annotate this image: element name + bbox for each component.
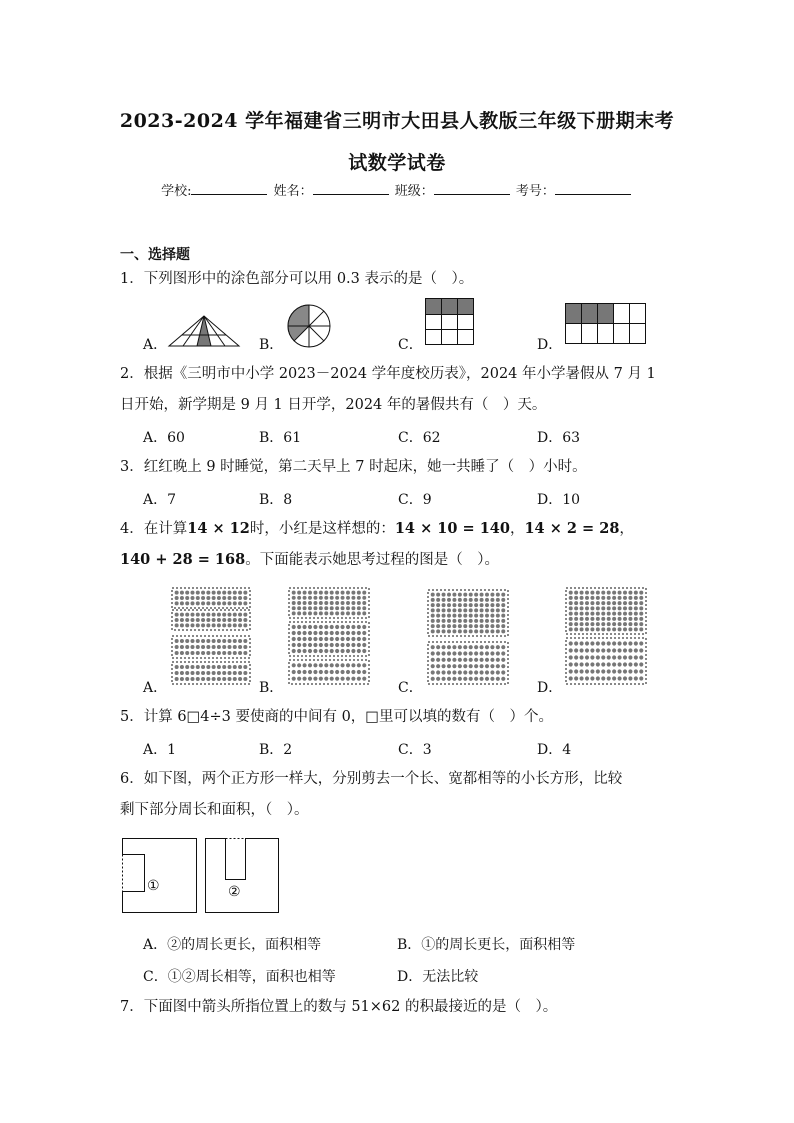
q6-option-c[interactable]: C．①②周长相等，面积也相等 <box>143 969 336 985</box>
section-heading: 一、选择题 <box>120 247 190 263</box>
question-2-line1: 2．根据《三明市中小学 2023－2024 学年度校历表》，2024 年小学暑假从 7 月 1 <box>120 366 656 382</box>
question-2-line2: 日开始，新学期是 9 月 1 日开学，2024 年的暑假共有（ ）天。 <box>120 397 547 413</box>
q2-option-b[interactable]: B．61 <box>259 430 302 446</box>
q4-expr-sum: 140 + 28 = 168 <box>120 551 246 568</box>
school-label: 学校: <box>161 184 192 199</box>
q3-option-d[interactable]: D．10 <box>537 492 581 508</box>
question-3-stem: 3．红红晚上 9 时睡觉，第二天早上 7 时起床，她一共睡了（ ）小时。 <box>120 459 587 475</box>
q4-post: 。下面能表示她思考过程的图是（ ）。 <box>245 552 499 568</box>
q4-expr-14x10: 14 × 10 = 140 <box>394 520 510 537</box>
q6-fig2-label: ② <box>228 884 241 900</box>
q1-option-b[interactable]: B． <box>259 337 284 353</box>
question-7-stem: 7．下面图中箭头所指位置上的数与 51×62 的积最接近的是（ ）。 <box>120 999 558 1015</box>
q4-mid: 时，小红是这样想的： <box>249 521 395 537</box>
q4-expr-14x2: 14 × 2 = 28 <box>524 520 620 537</box>
dot-group-frame <box>566 638 646 684</box>
question-6-line2: 剩下部分周长和面积，（ ）。 <box>120 802 309 818</box>
class-label: 班级： <box>394 184 434 199</box>
q4-comma: ， <box>619 521 634 537</box>
name-label: 姓名： <box>273 184 313 199</box>
q4-sep: ， <box>509 521 525 537</box>
q6-squares-figure <box>122 838 282 916</box>
q4-pre: 4．在计算 <box>120 521 188 537</box>
page-title-line1: 2023-2024 学年福建省三明市大田县人教版三年级下册期末考 <box>119 110 675 132</box>
question-5-stem: 5．计算 6□4÷3 要使商的中间有 0，□里可以填的数有（ ）个。 <box>120 709 554 725</box>
q2-option-c[interactable]: C．62 <box>398 430 441 446</box>
q5-option-d[interactable]: D．4 <box>537 742 572 758</box>
q1-option-a[interactable]: A． <box>143 337 168 353</box>
q4-option-b[interactable]: B． <box>259 680 284 696</box>
q3-option-c[interactable]: C．9 <box>398 492 432 508</box>
q3-option-b[interactable]: B．8 <box>259 492 293 508</box>
q1-option-d[interactable]: D． <box>537 337 563 353</box>
question-6-line1: 6．如下图，两个正方形一样大，分别剪去一个长、宽都相等的小长方形，比较 <box>120 771 623 787</box>
q5-option-a[interactable]: A．1 <box>143 742 177 758</box>
dot-group-frame <box>566 588 646 634</box>
dot-group-frame <box>428 590 508 636</box>
id-label: 考号： <box>515 184 555 199</box>
q3-option-a[interactable]: A．7 <box>143 492 177 508</box>
q5-option-b[interactable]: B．2 <box>259 742 293 758</box>
q4-option-a[interactable]: A． <box>143 680 168 696</box>
q4-option-c[interactable]: C． <box>398 680 423 696</box>
q5-option-c[interactable]: C．3 <box>398 742 432 758</box>
question-1-stem: 1．下列图形中的涂色部分可以用 0.3 表示的是（ ）。 <box>120 271 474 287</box>
q4-expr-14x12: 14 × 12 <box>187 520 250 537</box>
q6-option-d[interactable]: D．无法比较 <box>397 969 479 985</box>
q2-option-d[interactable]: D．63 <box>537 430 581 446</box>
dot-group-frame <box>428 642 508 684</box>
q6-option-a[interactable]: A．②的周长更长，面积相等 <box>143 937 322 953</box>
q4-option-d[interactable]: D． <box>537 680 563 696</box>
q6-option-b[interactable]: B．①的周长更长，面积相等 <box>397 937 576 953</box>
page-title-line2: 试数学试卷 <box>348 152 446 174</box>
q1-option-c[interactable]: C． <box>398 337 423 353</box>
q2-option-a[interactable]: A．60 <box>143 430 185 446</box>
q6-fig1-label: ① <box>147 878 160 894</box>
